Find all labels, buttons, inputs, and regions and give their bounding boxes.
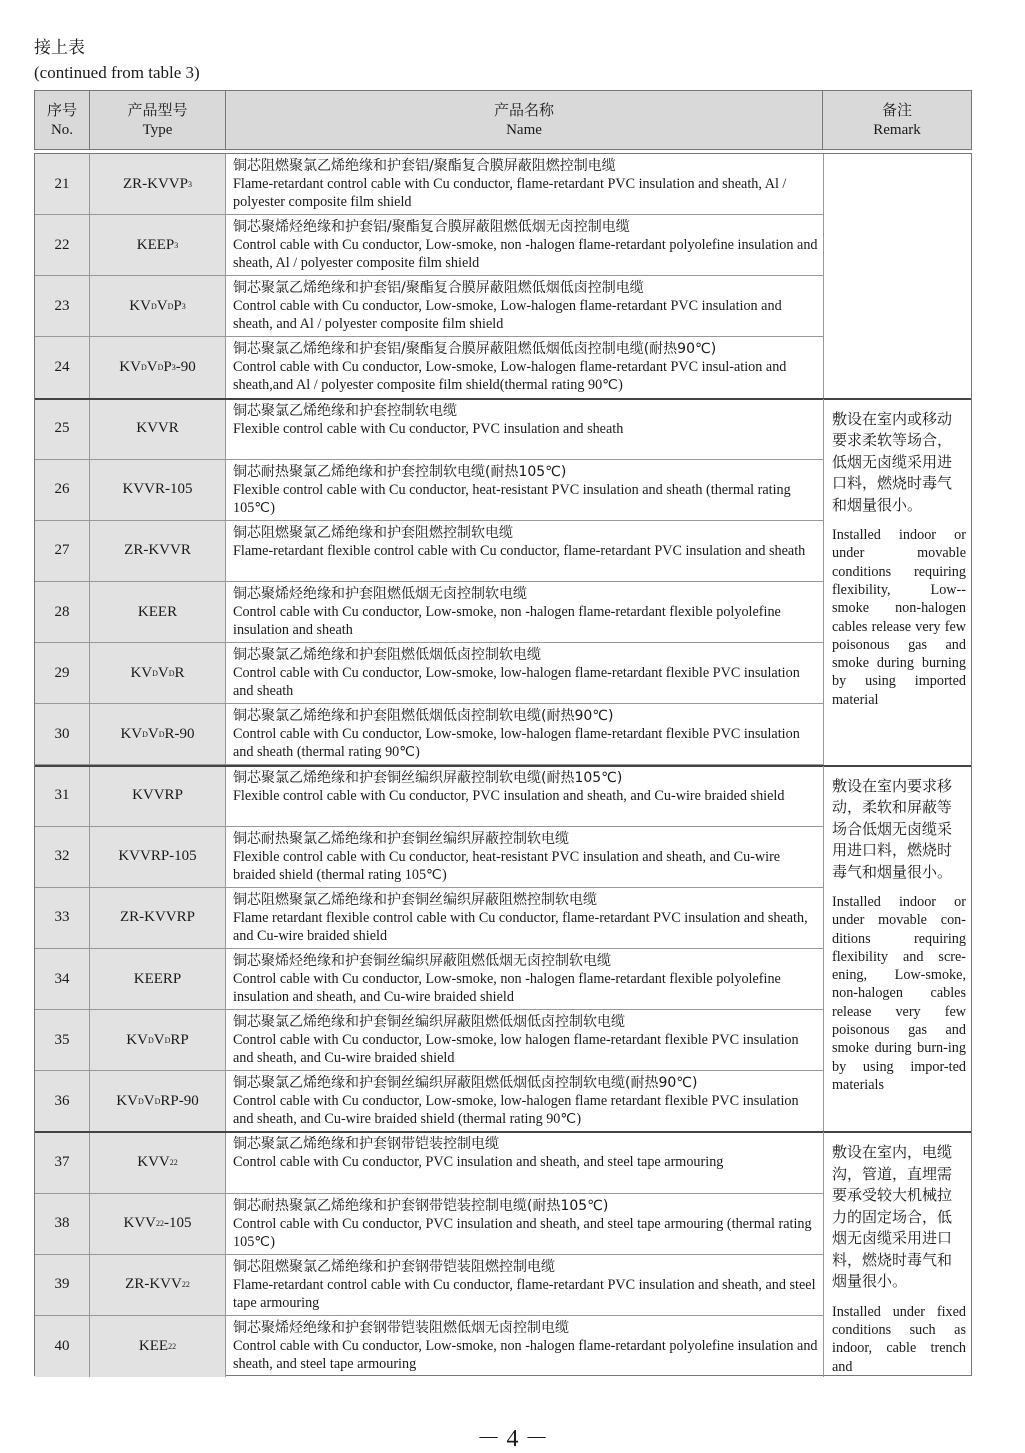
type-text: V bbox=[147, 725, 159, 742]
remark-chinese: 敷设在室内，电缆沟，管道，直埋需要承受较大机械拉力的固定场合，低烟无卤缆采用进口料，燃烧时毒气和烟量很小。 bbox=[832, 1143, 953, 1291]
type-text: V bbox=[157, 664, 169, 681]
remark-chinese: 敷设在室内或移动要求柔软等场合，低烟无卤缆采用进口料，燃烧时毒气和烟量很小。 bbox=[832, 409, 953, 514]
type-text: KV bbox=[126, 1031, 148, 1048]
type-text: R bbox=[174, 664, 185, 681]
type-text: KVV bbox=[137, 1153, 170, 1170]
type-subscript: 22 bbox=[169, 1157, 178, 1167]
row-number: 38 bbox=[35, 1194, 90, 1254]
table-row bbox=[35, 215, 823, 276]
type-subscript: D bbox=[167, 301, 174, 311]
type-text: V bbox=[143, 1092, 155, 1109]
name-chinese: 铜芯耐热聚氯乙烯绝缘和护套控制软电缆(耐热105℃) bbox=[233, 463, 567, 480]
type-text: V bbox=[156, 297, 168, 314]
row-name bbox=[226, 888, 823, 948]
row-number: 33 bbox=[35, 888, 90, 948]
header-remark-en: Remark bbox=[873, 122, 921, 138]
name-chinese: 铜芯阻燃聚氯乙烯绝缘和护套阻燃控制软电缆 bbox=[233, 524, 513, 541]
row-number: 27 bbox=[35, 521, 90, 581]
row-type bbox=[90, 337, 226, 397]
row-type bbox=[90, 215, 226, 275]
name-chinese: 铜芯阻燃聚氯乙烯绝缘和护套钢带铠装阻燃控制电缆 bbox=[233, 1258, 555, 1275]
row-name bbox=[226, 704, 823, 764]
name-chinese: 铜芯阻燃聚氯乙烯绝缘和护套铜丝编织屏蔽阻燃控制软电缆 bbox=[233, 891, 597, 908]
name-chinese: 铜芯聚烯烃绝缘和护套钢带铠装阻燃低烟无卤控制电缆 bbox=[233, 1319, 569, 1336]
name-english: Flame-retardant flexible control cable with Cu conductor, flame-retardant PVC insulation and sheath bbox=[233, 542, 806, 559]
name-english: Control cable with Cu conductor, Low-smoke, Low-halogen flame-retardant PVC insul-ation and sheath,and Al / polyester composite film shield(thermal rating 90℃) bbox=[233, 359, 787, 394]
type-text: V bbox=[153, 1031, 165, 1048]
table-row bbox=[35, 1132, 823, 1193]
name-english: Control cable with Cu conductor, Low-smoke, non -halogen flame-retardant flexible polyolefine insulation and sheath bbox=[233, 604, 781, 639]
type-text: KEERP bbox=[133, 970, 182, 987]
row-number: 35 bbox=[35, 1010, 90, 1070]
table-row bbox=[35, 1194, 823, 1255]
type-text: KVV bbox=[123, 1215, 156, 1232]
name-chinese: 铜芯聚氯乙烯绝缘和护套铜丝编织屏蔽阻燃低烟低卤控制软电缆 bbox=[233, 1014, 625, 1031]
type-text: KV bbox=[119, 359, 141, 375]
type-subscript: D bbox=[142, 729, 148, 739]
table-row bbox=[35, 1010, 823, 1071]
product-table bbox=[34, 153, 972, 1376]
row-number: 23 bbox=[35, 276, 90, 336]
type-subscript: D bbox=[164, 1035, 171, 1045]
type-text: ZR-KVVRP bbox=[119, 909, 195, 926]
type-subscript: 3 bbox=[181, 301, 186, 311]
header-type bbox=[90, 91, 226, 149]
type-subscript: 22 bbox=[156, 1219, 164, 1229]
row-number: 31 bbox=[35, 766, 90, 826]
name-chinese: 铜芯聚氯乙烯绝缘和护套阻燃低烟低卤控制软电缆(耐热90℃) bbox=[233, 708, 614, 725]
type-subscript: D bbox=[140, 363, 147, 372]
name-chinese: 铜芯聚烯烃绝缘和护套铝/聚酯复合膜屏蔽阻燃低烟无卤控制电缆 bbox=[233, 219, 630, 236]
row-name bbox=[226, 154, 823, 214]
type-subscript: D bbox=[150, 301, 157, 311]
row-type bbox=[90, 643, 226, 703]
row-number: 37 bbox=[35, 1132, 90, 1192]
type-subscript: 3 bbox=[188, 179, 192, 189]
type-text: KVVRP-105 bbox=[118, 848, 197, 865]
row-type bbox=[90, 460, 226, 520]
header-name-en: Name bbox=[506, 122, 542, 138]
name-english: Flexible control cable with Cu conductor, PVC insulation and sheath, and Cu-wire braided shield bbox=[233, 787, 785, 804]
row-type bbox=[90, 949, 226, 1009]
row-name bbox=[226, 949, 823, 1009]
row-name bbox=[226, 827, 823, 887]
table-row bbox=[35, 154, 823, 215]
row-type bbox=[90, 154, 226, 214]
name-chinese: 铜芯耐热聚氯乙烯绝缘和护套铜丝编织屏蔽控制软电缆 bbox=[233, 830, 569, 847]
row-type bbox=[90, 521, 226, 581]
name-english: Control cable with Cu conductor, Low-smoke, low-halogen flame-retardant flexible PVC insulation and sheath (thermal rating 90℃) bbox=[233, 726, 800, 761]
table-row bbox=[35, 704, 823, 765]
type-subscript: D bbox=[152, 668, 158, 678]
row-number: 32 bbox=[35, 827, 90, 887]
type-subscript: D bbox=[154, 1096, 161, 1106]
table-row bbox=[35, 521, 823, 582]
remark-english: Installed indoor or under movable con-ditions requiring flexibility and scre-ening, Low-smoke, non-halogen cables release very few poisonous gas and smoke during burn-ing by using impor-ted materials bbox=[832, 894, 966, 1093]
type-subscript: D bbox=[168, 668, 175, 678]
remark-english: Installed under fixed conditions such as indoor, cable trench and bbox=[832, 1303, 966, 1375]
name-chinese: 铜芯聚烯烃绝缘和护套铜丝编织屏蔽阻燃低烟无卤控制软电缆 bbox=[233, 952, 611, 969]
row-type bbox=[90, 582, 226, 642]
type-subscript: D bbox=[158, 729, 165, 739]
name-english: Flexible control cable with Cu conductor, heat-resistant PVC insulation and sheath (thermal rating 105℃) bbox=[233, 481, 791, 516]
table-row bbox=[35, 766, 823, 827]
type-text: ZR-KVVR bbox=[124, 542, 191, 559]
type-text: KEEP bbox=[136, 236, 175, 253]
header-no-en: No. bbox=[50, 122, 74, 138]
header-remark-cn: 备注 bbox=[881, 101, 912, 119]
table-row bbox=[35, 1316, 823, 1377]
name-english: Control cable with Cu conductor, Low-smoke, low-halogen flame-retardant flexible PVC insulation and sheath bbox=[233, 665, 800, 700]
name-chinese: 铜芯聚氯乙烯绝缘和护套控制软电缆 bbox=[233, 402, 457, 419]
type-text: KVVRP bbox=[132, 787, 183, 804]
type-text: KV bbox=[116, 1092, 138, 1109]
row-name bbox=[226, 337, 823, 397]
row-name bbox=[226, 766, 823, 826]
table-row bbox=[35, 949, 823, 1010]
name-english: Flame retardant flexible control cable with Cu conductor, flame-retardant PVC insulation and sheath, and Cu-wire braided shield bbox=[233, 909, 808, 944]
table-row bbox=[35, 1255, 823, 1316]
row-type bbox=[90, 1255, 226, 1315]
caption-chinese: 接上表 bbox=[34, 38, 85, 58]
row-name bbox=[226, 1132, 823, 1192]
type-text: KV bbox=[120, 725, 143, 742]
type-subscript: D bbox=[137, 1096, 144, 1106]
header-name bbox=[226, 91, 823, 149]
row-type bbox=[90, 888, 226, 948]
type-subscript: 3 bbox=[174, 240, 179, 250]
row-name bbox=[226, 1010, 823, 1070]
row-number: 21 bbox=[35, 154, 90, 214]
type-text: P bbox=[173, 297, 182, 314]
row-type bbox=[90, 1132, 226, 1192]
type-subscript: 22 bbox=[168, 1341, 177, 1351]
row-number: 28 bbox=[35, 582, 90, 642]
type-text: P bbox=[163, 359, 172, 375]
type-text: R-90 bbox=[164, 725, 195, 742]
table-row bbox=[35, 582, 823, 643]
type-text: RP-90 bbox=[160, 1092, 199, 1109]
row-type bbox=[90, 704, 226, 764]
header-type-cn: 产品型号 bbox=[127, 101, 188, 119]
row-name bbox=[226, 521, 823, 581]
table-row bbox=[35, 888, 823, 949]
row-number: 26 bbox=[35, 460, 90, 520]
type-text: -105 bbox=[164, 1215, 192, 1232]
type-subscript: D bbox=[147, 1035, 154, 1045]
name-english: Flame-retardant control cable with Cu conductor, flame-retardant PVC insulation and sheath, and steel tape armouring bbox=[233, 1276, 816, 1311]
name-english: Flexible control cable with Cu conductor, PVC insulation and sheath bbox=[233, 420, 624, 437]
row-name bbox=[226, 399, 823, 459]
type-text: KEE bbox=[138, 1337, 169, 1354]
row-type bbox=[90, 1010, 226, 1070]
name-english: Control cable with Cu conductor, Low-smoke, non -halogen flame-retardant flexible polyolefine insulation and sheath, and Cu-wire braided shield bbox=[233, 970, 781, 1005]
row-name bbox=[226, 582, 823, 642]
header-remark bbox=[823, 91, 971, 149]
row-name bbox=[226, 1194, 823, 1254]
type-text: KV bbox=[129, 297, 151, 314]
page-number: － 4 － bbox=[476, 1426, 549, 1452]
type-text: ZR-KVVP bbox=[122, 175, 188, 192]
table-row bbox=[35, 399, 823, 460]
name-chinese: 铜芯聚氯乙烯绝缘和护套铝/聚酯复合膜屏蔽阻燃低烟低卤控制电缆(耐热90℃) bbox=[233, 341, 717, 358]
row-name bbox=[226, 460, 823, 520]
name-english: Control cable with Cu conductor, Low-smoke, non -halogen flame-retardant polyolefine insulation and sheath, Al / polyester composite film shield bbox=[233, 237, 818, 272]
header-no-cn: 序号 bbox=[46, 101, 77, 119]
row-type bbox=[90, 276, 226, 336]
name-chinese: 铜芯阻燃聚氯乙烯绝缘和护套铝/聚酯复合膜屏蔽阻燃控制电缆 bbox=[233, 158, 616, 174]
type-text: KV bbox=[130, 664, 153, 681]
name-english: Control cable with Cu conductor, PVC insulation and sheath, and steel tape armouring (thermal rating 105℃) bbox=[233, 1215, 812, 1250]
name-english: Flexible control cable with Cu conductor, heat-resistant PVC insulation and sheath, and Cu-wire braided shield (thermal rating 105℃) bbox=[233, 848, 781, 883]
table-row bbox=[35, 1071, 823, 1132]
type-text: KEER bbox=[137, 603, 178, 620]
type-text: V bbox=[146, 359, 158, 375]
type-text: KVVR bbox=[136, 420, 179, 437]
row-number: 34 bbox=[35, 949, 90, 1009]
remark-cell bbox=[823, 154, 971, 399]
type-text: ZR-KVV bbox=[125, 1276, 182, 1293]
name-chinese: 铜芯聚烯烃绝缘和护套阻燃低烟无卤控制软电缆 bbox=[233, 586, 527, 603]
type-subscript: D bbox=[157, 363, 164, 372]
table-row bbox=[35, 337, 823, 398]
type-text: RP bbox=[170, 1031, 189, 1048]
row-name bbox=[226, 1316, 823, 1377]
name-chinese: 铜芯聚氯乙烯绝缘和护套钢带铠装控制电缆 bbox=[233, 1136, 499, 1153]
name-english: Control cable with Cu conductor, Low-smoke, Low-halogen flame-retardant PVC insulation and sheath, and Al / polyester composite film shield bbox=[233, 298, 782, 333]
row-type bbox=[90, 1316, 226, 1377]
name-chinese: 铜芯聚氯乙烯绝缘和护套铜丝编织屏蔽控制软电缆(耐热105℃) bbox=[233, 769, 623, 786]
table-row bbox=[35, 827, 823, 888]
row-name bbox=[226, 276, 823, 336]
row-type bbox=[90, 827, 226, 887]
table-header bbox=[34, 90, 972, 150]
type-subscript: 3 bbox=[171, 363, 176, 372]
caption-english: (continued from table 3) bbox=[34, 63, 200, 82]
row-number: 22 bbox=[35, 215, 90, 275]
remark-english: Installed indoor or under movable conditions requiring flexibility, Low--smoke non-halogen cables release very few poisonous gas and smoke during burning by using imported material bbox=[832, 527, 966, 708]
type-text: KVVR-105 bbox=[122, 481, 193, 498]
name-english: Flame-retardant control cable with Cu conductor, flame-retardant PVC insulation and sheath, Al / polyester composite film shield bbox=[233, 176, 787, 210]
row-number: 24 bbox=[35, 337, 90, 397]
header-type-en: Type bbox=[142, 122, 173, 138]
row-type bbox=[90, 766, 226, 826]
name-chinese: 铜芯聚氯乙烯绝缘和护套铝/聚酯复合膜屏蔽阻燃低烟低卤控制电缆 bbox=[233, 280, 644, 297]
header-name-cn: 产品名称 bbox=[493, 101, 554, 119]
row-number: 36 bbox=[35, 1071, 90, 1131]
header-no bbox=[35, 91, 90, 149]
name-chinese: 铜芯聚氯乙烯绝缘和护套铜丝编织屏蔽阻燃低烟低卤控制软电缆(耐热90℃) bbox=[233, 1075, 698, 1092]
row-type bbox=[90, 1071, 226, 1131]
table-row bbox=[35, 460, 823, 521]
type-text: -90 bbox=[175, 359, 196, 375]
row-number: 39 bbox=[35, 1255, 90, 1315]
table-row bbox=[35, 643, 823, 704]
row-name bbox=[226, 1255, 823, 1315]
name-chinese: 铜芯聚氯乙烯绝缘和护套阻燃低烟低卤控制软电缆 bbox=[233, 647, 541, 664]
remark-chinese: 敷设在室内要求移动，柔软和屏蔽等场合低烟无卤缆采用进口料，燃烧时毒气和烟量很小。 bbox=[832, 776, 953, 881]
row-name bbox=[226, 643, 823, 703]
name-english: Control cable with Cu conductor, PVC insulation and sheath, and steel tape armouring bbox=[233, 1154, 724, 1171]
row-number: 30 bbox=[35, 704, 90, 764]
name-english: Control cable with Cu conductor, Low-smoke, non -halogen flame-retardant polyolefine insulation and sheath, and steel tape armouring bbox=[233, 1337, 818, 1372]
name-english: Control cable with Cu conductor, Low-smoke, low halogen flame-retardant flexible PVC insulation and sheath, and Cu-wire braided shield bbox=[233, 1032, 799, 1067]
type-subscript: 22 bbox=[181, 1280, 190, 1290]
row-name bbox=[226, 1071, 823, 1131]
name-english: Control cable with Cu conductor, Low-smoke, low-halogen flame retardant flexible PVC insulation and sheath, and Cu-wire braided shield (thermal rating 90℃) bbox=[233, 1093, 799, 1128]
row-type bbox=[90, 1194, 226, 1254]
remark-cell bbox=[823, 1132, 971, 1377]
remark-cell bbox=[823, 766, 971, 1133]
row-number: 29 bbox=[35, 643, 90, 703]
table-row bbox=[35, 276, 823, 337]
row-number: 25 bbox=[35, 399, 90, 459]
row-name bbox=[226, 215, 823, 275]
remark-cell bbox=[823, 399, 971, 766]
row-type bbox=[90, 399, 226, 459]
name-chinese: 铜芯耐热聚氯乙烯绝缘和护套钢带铠装控制电缆(耐热105℃) bbox=[233, 1197, 609, 1214]
row-number: 40 bbox=[35, 1316, 90, 1377]
